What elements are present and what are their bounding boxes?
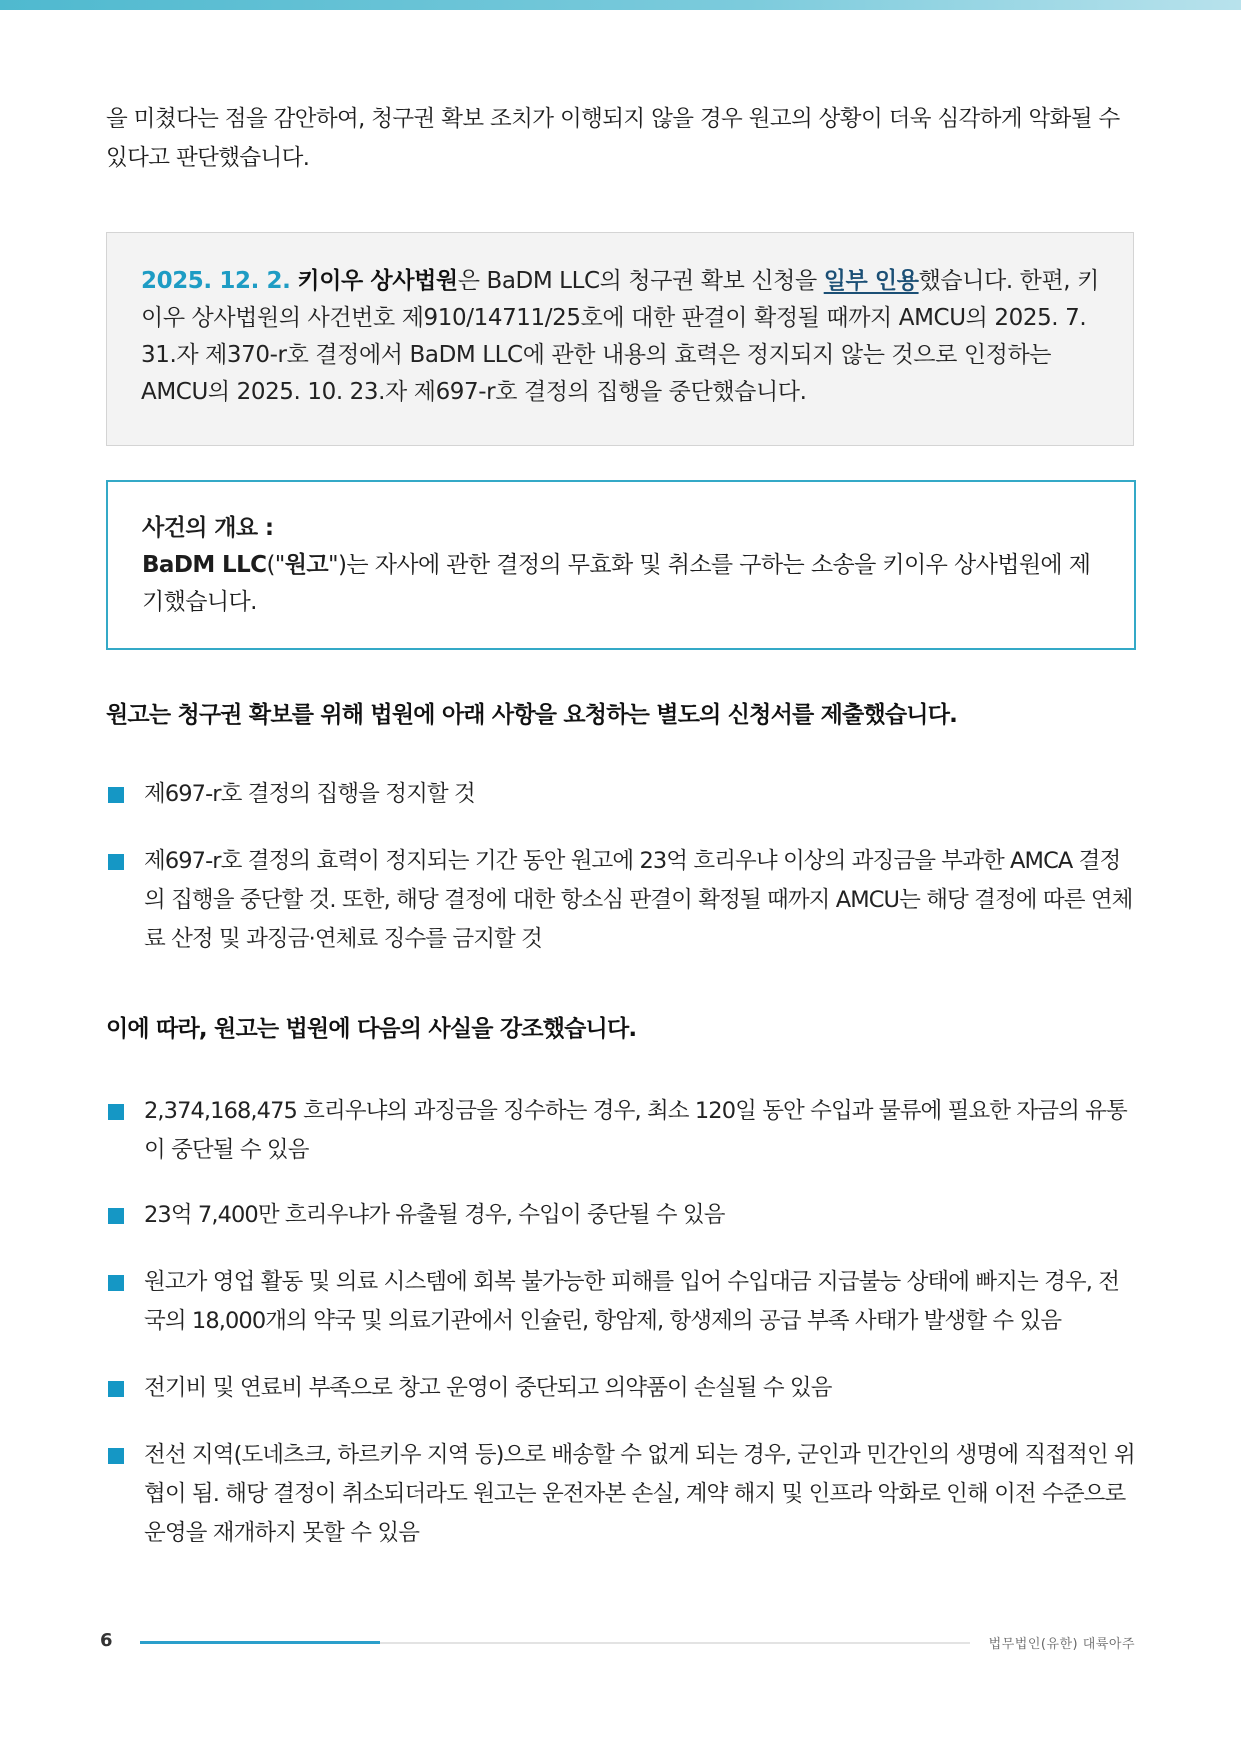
footer-divider-accent <box>140 1641 380 1644</box>
ruling-date: 2025. 12. 2. <box>141 268 291 294</box>
square-bullet-icon <box>108 787 124 803</box>
square-bullet-icon <box>108 1275 124 1291</box>
list-item-text: 원고가 영업 활동 및 의료 시스템에 회복 불가능한 피해를 입어 수입대금 지급불능 상태에 빠지는 경우, 전국의 18,000개의 약국 및 의료기관에서 인슐린, 항암제, 항생제의 공급 부족 사태가 발생할 수 있음 <box>144 1269 1120 1334</box>
ruling-text-b: 했습니다. 한편, 키이우 상사법원의 사건번호 제910/14711/25호에 대한 판결이 확정될 때까지 AMCU의 2025. 7. 31.자 제370-r호 결정에서 BaDM LLC에 관한 내용의 효력은 정지되지 않는 것으로 인정하는 AMCU의 2025. 10. 23.자 제697-r호 결정의 집행을 중단했습니다. <box>141 268 1099 405</box>
list-item <box>106 1196 1136 1235</box>
list-item-text: 전선 지역(도네츠크, 하르키우 지역 등)으로 배송할 수 없게 되는 경우, 군인과 민간인의 생명에 직접적인 위협이 됨. 해당 결정이 취소되더라도 원고는 운전자본 손실, 계약 해지 및 인프라 악화로 인해 이전 수준으로 운영을 재개하지 못할 수 있음 <box>144 1442 1135 1546</box>
square-bullet-icon <box>108 854 124 870</box>
section2-heading: 이에 따라, 원고는 법원에 다음의 사실을 강조했습니다. <box>106 1016 637 1042</box>
list-item <box>106 775 1136 814</box>
section1-heading: 원고는 청구권 확보를 위해 법원에 아래 사항을 요청하는 별도의 신청서를 제출했습니다. <box>106 702 958 728</box>
square-bullet-icon <box>108 1381 124 1397</box>
case-summary-title: 사건의 개요 : <box>142 515 274 541</box>
list-item <box>106 1369 1136 1408</box>
partial-grant: 일부 인용 <box>823 268 919 294</box>
list-item-text: 전기비 및 연료비 부족으로 창고 운영이 중단되고 의약품이 손실될 수 있음 <box>144 1375 832 1401</box>
case-summary-body <box>142 547 1104 621</box>
plaintiff-role: 원고 <box>284 552 329 578</box>
case-summary-box <box>106 480 1136 650</box>
list-item-text: 23억 7,400만 흐리우냐가 유출될 경우, 수입이 중단될 수 있음 <box>144 1202 725 1228</box>
square-bullet-icon <box>108 1104 124 1120</box>
list-item-text: 제697-r호 결정의 집행을 정지할 것 <box>144 781 475 807</box>
ruling-box <box>106 232 1134 446</box>
list-item-text: 제697-r호 결정의 효력이 정지되는 기간 동안 원고에 23억 흐리우냐 이상의 과징금을 부과한 AMCA 결정의 집행을 중단할 것. 또한, 해당 결정에 대한 항소심 판결이 확정될 때까지 AMCU는 해당 결정에 따른 연체료 산정 및 과징금·연체료 징수를 금지할 것 <box>144 848 1133 952</box>
list-item <box>106 1092 1136 1170</box>
list-item <box>106 1263 1136 1341</box>
top-accent-bar <box>0 0 1241 10</box>
list-item-text: 2,374,168,475 흐리우냐의 과징금을 징수하는 경우, 최소 120일 동안 수입과 물류에 필요한 자금의 유통이 중단될 수 있음 <box>144 1098 1127 1163</box>
case-summary-rest: ")는 자사에 관한 결정의 무효화 및 취소를 구하는 소송을 키이우 상사법원에 제기했습니다. <box>142 552 1091 615</box>
plaintiff-name: BaDM LLC <box>142 552 267 578</box>
square-bullet-icon <box>108 1448 124 1464</box>
list-item <box>106 842 1136 959</box>
ruling-text-a: 은 BaDM LLC의 청구권 확보 신청을 <box>457 268 824 294</box>
open-quote: (" <box>266 552 285 578</box>
list-item <box>106 1436 1136 1553</box>
square-bullet-icon <box>108 1208 124 1224</box>
firm-name: 법무법인(유한) 대륙아주 <box>988 1637 1135 1652</box>
ruling-text <box>141 263 1103 411</box>
ruling-court: 키이우 상사법원 <box>297 268 458 294</box>
intro-paragraph: 을 미쳤다는 점을 감안하여, 청구권 확보 조치가 이행되지 않을 경우 원고의 상황이 더욱 심각하게 악화될 수 있다고 판단했습니다. <box>106 106 1120 171</box>
page-number: 6 <box>100 1630 113 1651</box>
